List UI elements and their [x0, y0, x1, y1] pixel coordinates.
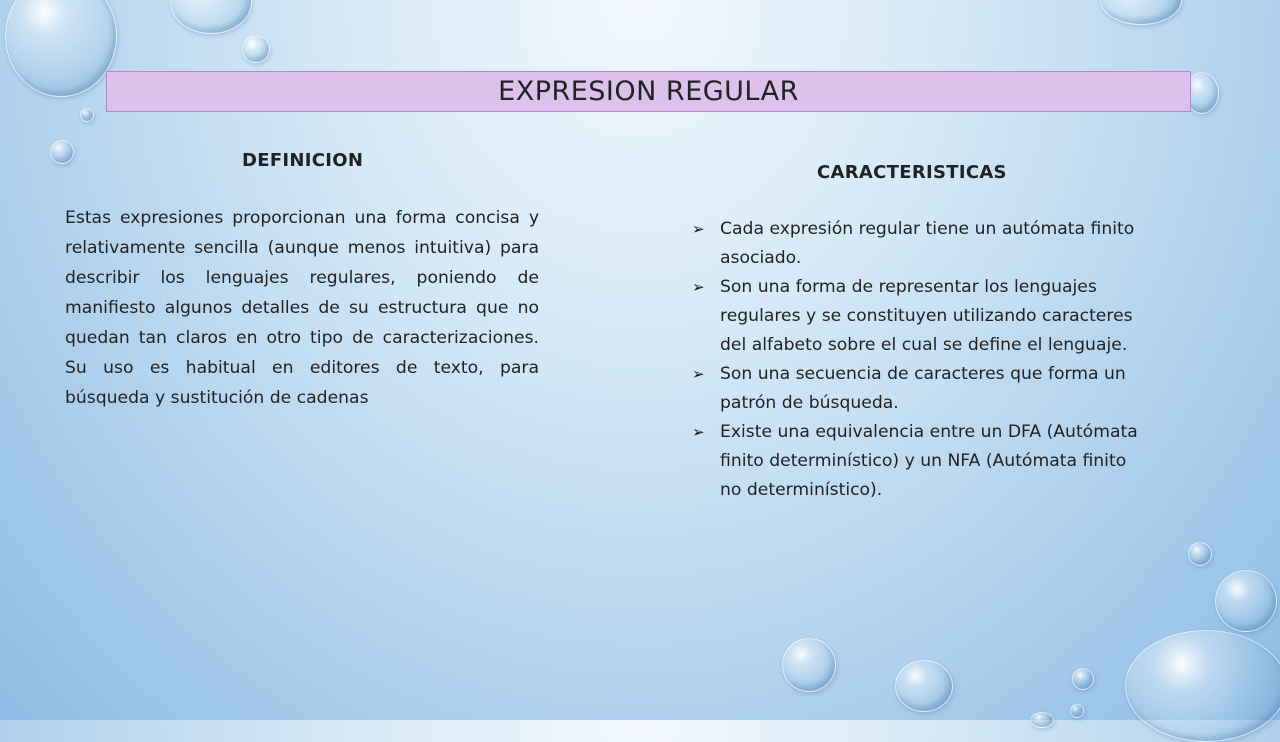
water-bubble-decoration: [1100, 0, 1182, 25]
list-item: [690, 215, 1140, 273]
list-item-text: Cada expresión regular tiene un autómata finito asociado.: [720, 219, 1135, 268]
water-bubble-decoration: [1072, 668, 1094, 690]
water-bubble-decoration: [1188, 542, 1212, 566]
definition-heading: DEFINICION: [242, 150, 364, 171]
slide-title: EXPRESION REGULAR: [498, 76, 799, 107]
characteristics-list: [690, 215, 1140, 505]
list-item-text: Son una forma de representar los lenguajes regulares y se constituyen utilizando caracteres del alfabeto sobre el cual se define el lenguaje.: [720, 277, 1133, 355]
list-item: [690, 273, 1140, 360]
list-item: [690, 418, 1140, 505]
slide-title-bar: [106, 71, 1191, 112]
water-bubble-decoration: [50, 140, 74, 164]
water-bubble-decoration: [782, 638, 836, 692]
water-bubble-decoration: [1070, 704, 1084, 718]
water-bubble-decoration: [895, 660, 953, 712]
arrowhead-bullet-icon: ➢: [692, 365, 705, 383]
arrowhead-bullet-icon: ➢: [692, 278, 705, 296]
water-bubble-decoration: [5, 0, 117, 97]
water-bubble-decoration: [242, 35, 270, 63]
water-bubble-decoration: [80, 108, 94, 122]
list-item-text: Existe una equivalencia entre un DFA (Autómata finito determinístico) y un NFA (Autómata finito no determinístico).: [720, 422, 1138, 500]
list-item: [690, 360, 1140, 418]
water-bubble-decoration: [1215, 570, 1277, 632]
arrowhead-bullet-icon: ➢: [692, 423, 705, 441]
definition-text: Estas expresiones proporcionan una forma concisa y relativamente sencilla (aunque menos intuitiva) para describir los lenguajes regulares, poniendo de manifiesto algunos detalles de su estructura que no quedan tan claros en otro tipo de caracterizaciones. Su uso es habitual en editores de texto, para búsqueda y sustitución de cadenas: [65, 208, 539, 408]
water-bubble-decoration: [1125, 630, 1280, 742]
water-bubble-decoration: [170, 0, 252, 34]
arrowhead-bullet-icon: ➢: [692, 220, 705, 238]
list-item-text: Son una secuencia de caracteres que forma un patrón de búsqueda.: [720, 364, 1126, 413]
water-bubble-decoration: [1030, 712, 1054, 728]
characteristics-heading: CARACTERISTICAS: [817, 162, 1007, 183]
